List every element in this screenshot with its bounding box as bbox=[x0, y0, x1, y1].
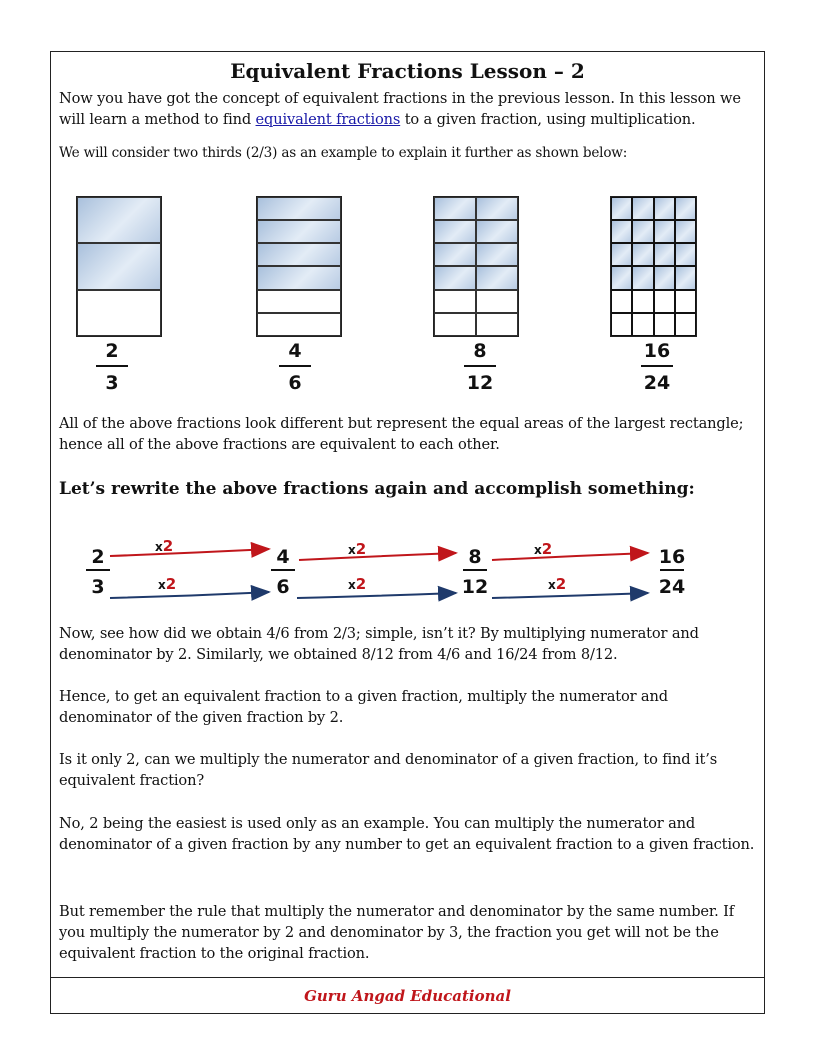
footer-brand: Guru Angad Educational bbox=[304, 987, 511, 1005]
multiplier-bottom-1: x2 bbox=[158, 575, 177, 593]
equation-fraction-16-24 bbox=[652, 547, 692, 597]
numerator: 2 bbox=[105, 340, 119, 362]
numerator: 8 bbox=[468, 546, 482, 568]
paragraph-4: No, 2 being the easiest is used only as an example. You can multiply the numerator and denominator of a given fraction by any number to get an equivalent fraction to a given fraction. bbox=[59, 815, 755, 853]
denominator: 6 bbox=[288, 372, 302, 394]
bottom-arrow-1 bbox=[110, 592, 269, 598]
numerator: 16 bbox=[643, 340, 671, 362]
multiplier-top-3: x2 bbox=[534, 540, 553, 558]
denominator: 12 bbox=[461, 576, 489, 598]
page-title: Equivalent Fractions Lesson – 2 bbox=[230, 59, 585, 83]
fraction-bar bbox=[86, 569, 110, 571]
explain-paragraph: All of the above fractions look different but represent the equal areas of the largest rectangle; hence all of the above fractions are equivalent to each other. bbox=[59, 415, 744, 453]
numerator: 8 bbox=[473, 340, 487, 362]
example-line: We will consider two thirds (2/3) as an example to explain it further as shown below: bbox=[59, 145, 628, 161]
paragraph-2: Hence, to get an equivalent fraction to a given fraction, multiply the numerator and denominator of the given fraction by 2. bbox=[59, 688, 668, 726]
denominator: 3 bbox=[91, 576, 105, 598]
denominator: 6 bbox=[276, 576, 290, 598]
bottom-arrow-2 bbox=[297, 593, 456, 598]
paragraph-1: Now, see how did we obtain 4/6 from 2/3; simple, isn’t it? By multiplying numerator and denominator by 2. Similarly, we obtained 8/12 from 4/6 and 16/24 from 8/12. bbox=[59, 625, 699, 663]
top-arrow-1 bbox=[110, 549, 269, 556]
paragraph-5: But remember the rule that multiply the numerator and denominator by the same number. If you multiply the numerator by 2 and denominator by 3, the fraction you get will not be the equivalent fraction to the original fraction. bbox=[59, 903, 734, 962]
equation-fraction-8-12 bbox=[455, 547, 495, 597]
multiplier-top-1: x2 bbox=[155, 537, 174, 555]
equation-fraction-4-6 bbox=[263, 547, 303, 597]
equivalent-fractions-link[interactable]: equivalent fractions bbox=[255, 111, 401, 128]
rewrite-heading: Let’s rewrite the above fractions again and accomplish something: bbox=[59, 479, 695, 499]
top-arrow-3 bbox=[492, 553, 648, 560]
denominator: 24 bbox=[643, 372, 671, 394]
numerator: 4 bbox=[276, 546, 290, 568]
bottom-arrow-3 bbox=[492, 593, 648, 598]
numerator: 4 bbox=[288, 340, 302, 362]
denominator: 12 bbox=[466, 372, 494, 394]
multiplier-bottom-3: x2 bbox=[548, 575, 567, 593]
denominator: 3 bbox=[105, 372, 119, 394]
denominator: 24 bbox=[658, 576, 686, 598]
intro-text-before: Now you have got the concept of equivalent fractions in the previous lesson. In this lesson we will learn a method to find bbox=[59, 90, 741, 128]
numerator: 16 bbox=[658, 546, 686, 568]
equation-fraction-2-3 bbox=[78, 547, 118, 597]
footer-divider bbox=[50, 977, 765, 978]
fraction-bar bbox=[271, 569, 295, 571]
top-arrow-2 bbox=[299, 553, 456, 560]
fraction-bar bbox=[463, 569, 487, 571]
fraction-bar bbox=[660, 569, 684, 571]
multiplier-top-2: x2 bbox=[348, 540, 367, 558]
numerator: 2 bbox=[91, 546, 105, 568]
intro-text-after: to a given fraction, using multiplication. bbox=[400, 111, 696, 128]
paragraph-3: Is it only 2, can we multiply the numerator and denominator of a given fraction, to find it’s equivalent fraction? bbox=[59, 751, 718, 789]
multiplier-bottom-2: x2 bbox=[348, 575, 367, 593]
